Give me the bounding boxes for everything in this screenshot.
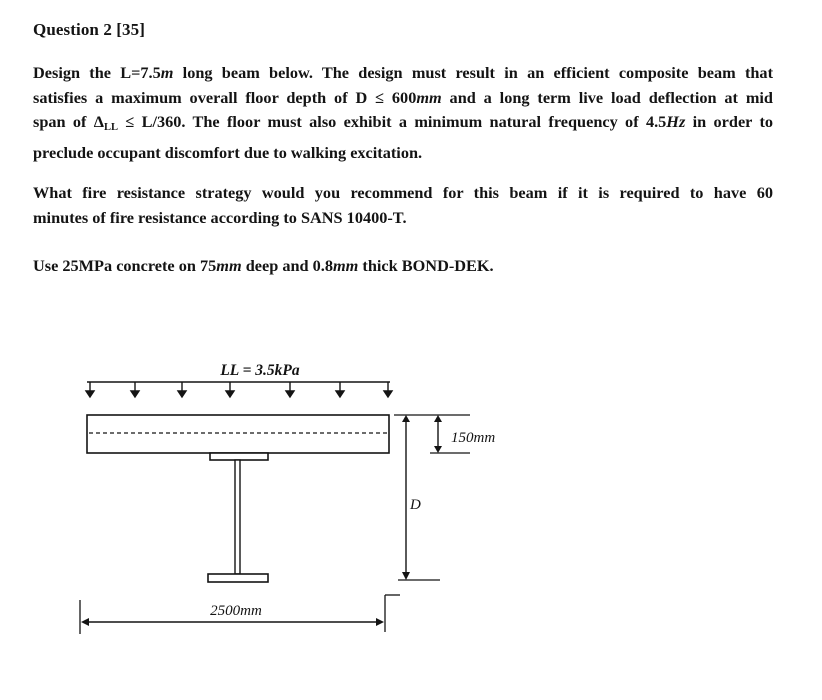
design-line-2: satisfies a maximum overall floor depth of D ≤ 600mm and a long term live load deflection at mid: [33, 87, 773, 107]
concrete-slab: [87, 415, 389, 453]
load-arrows: [86, 382, 392, 397]
design-line-4: preclude occupant discomfort due to walking excitation.: [33, 142, 423, 162]
width-label: 2500mm: [210, 603, 262, 619]
fire-line-1: What fire resistance strategy would you recommend for this beam if it is required to have 60: [33, 183, 773, 202]
top-flange: [210, 453, 268, 460]
slab-depth-label: 150mm: [451, 430, 496, 446]
overall-depth-label: D: [410, 497, 421, 513]
beam-web: [235, 460, 240, 574]
question-title: Question 2 [35]: [33, 20, 145, 39]
design-line-3: span of $\Delta_{LL} \le L/360$. The floor must also exhibit a minimum natural frequency of 4.5Hz in order to: [33, 112, 773, 133]
fire-line-2: minutes of fire resistance according to SANS 10400-T.: [33, 207, 407, 227]
bottom-flange: [208, 574, 268, 582]
live-load-label: LL = 3.5kPa: [220, 362, 300, 379]
materials-line: Use 25MPa concrete on 75mm deep and 0.8mm thick BOND-DEK.: [33, 256, 494, 275]
design-line-1: Design the L=7.5m long beam below. The design must result in an efficient composite beam that: [33, 63, 773, 82]
